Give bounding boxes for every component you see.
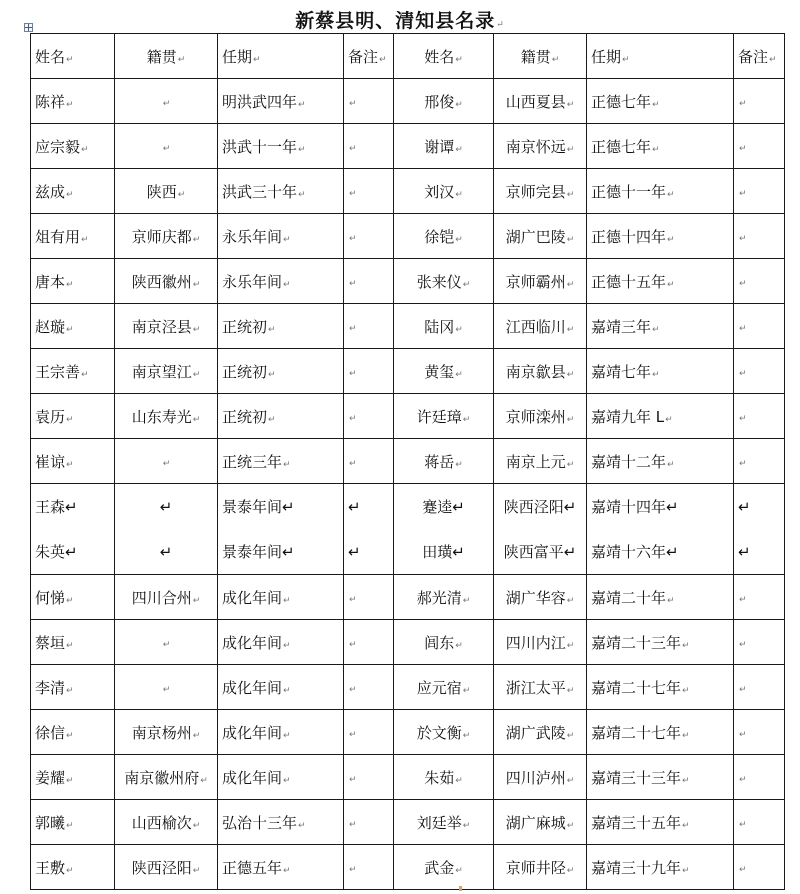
origin-cell-2: 四川泸州↵ bbox=[494, 755, 587, 800]
table-row bbox=[31, 845, 785, 890]
table-row bbox=[31, 665, 785, 710]
header-note: 备注↵ bbox=[344, 34, 394, 79]
note-cell-2: ↵ bbox=[734, 259, 785, 304]
name-cell: 徐信↵ bbox=[31, 710, 115, 755]
cell-line: 田璜↵ bbox=[422, 542, 465, 561]
term-cell: 正统三年↵ bbox=[218, 439, 344, 484]
origin-cell: 南京望江↵ bbox=[115, 349, 218, 394]
origin-cell: 南京徽州府↵ bbox=[115, 755, 218, 800]
note-cell-2: ↵ bbox=[734, 845, 785, 890]
origin-cell bbox=[115, 484, 218, 575]
name-cell: 崔谅↵ bbox=[31, 439, 115, 484]
term-cell: 弘治十三年↵ bbox=[218, 800, 344, 845]
note-cell: ↵ bbox=[344, 394, 394, 439]
header-row bbox=[31, 34, 785, 79]
term-cell: 成化年间↵ bbox=[218, 620, 344, 665]
origin-cell-2: 湖广巴陵↵ bbox=[494, 214, 587, 259]
origin-cell: 山东寿光↵ bbox=[115, 394, 218, 439]
note-cell bbox=[344, 484, 394, 575]
note-cell: ↵ bbox=[344, 800, 394, 845]
origin-cell: 陕西徽州↵ bbox=[115, 259, 218, 304]
name-cell: 姜耀↵ bbox=[31, 755, 115, 800]
cell-line: ↵ bbox=[738, 542, 751, 561]
table-row bbox=[31, 394, 785, 439]
name-cell-2: 邢俊↵ bbox=[394, 79, 494, 124]
name-cell-2: 陆冈↵ bbox=[394, 304, 494, 349]
note-cell-2: ↵ bbox=[734, 124, 785, 169]
origin-cell: 陕西泾阳↵ bbox=[115, 845, 218, 890]
note-cell: ↵ bbox=[344, 79, 394, 124]
origin-cell-2: 京师完县↵ bbox=[494, 169, 587, 214]
cell-line: ↵ bbox=[348, 542, 361, 561]
origin-cell: 南京杨州↵ bbox=[115, 710, 218, 755]
table-row-double bbox=[31, 484, 785, 575]
origin-cell: ↵ bbox=[115, 79, 218, 124]
name-cell: 王宗善↵ bbox=[31, 349, 115, 394]
note-cell: ↵ bbox=[344, 214, 394, 259]
note-cell-2: ↵ bbox=[734, 710, 785, 755]
note-cell-2: ↵ bbox=[734, 214, 785, 259]
name-cell: 俎有用↵ bbox=[31, 214, 115, 259]
origin-cell: ↵ bbox=[115, 124, 218, 169]
header-name: 姓名↵ bbox=[31, 34, 115, 79]
note-cell-2: ↵ bbox=[734, 439, 785, 484]
origin-cell: 京师庆都↵ bbox=[115, 214, 218, 259]
cell-line: ↵ bbox=[159, 497, 173, 516]
name-cell-2: 闾东↵ bbox=[394, 620, 494, 665]
cell-line: 朱英↵ bbox=[35, 542, 78, 561]
name-cell-2: 应元宿↵ bbox=[394, 665, 494, 710]
origin-cell-2: 湖广武陵↵ bbox=[494, 710, 587, 755]
table-row bbox=[31, 710, 785, 755]
note-cell-2 bbox=[734, 484, 785, 575]
note-cell-2: ↵ bbox=[734, 349, 785, 394]
term-cell-2: 正德七年↵ bbox=[587, 79, 734, 124]
note-cell-2: ↵ bbox=[734, 304, 785, 349]
table-row bbox=[31, 620, 785, 665]
name-cell-2: 於文衡↵ bbox=[394, 710, 494, 755]
name-cell-2: 刘汉↵ bbox=[394, 169, 494, 214]
name-cell-2: 谢谭↵ bbox=[394, 124, 494, 169]
anchor-mark bbox=[459, 886, 462, 891]
term-cell: 洪武三十年↵ bbox=[218, 169, 344, 214]
term-cell-2: 正德七年↵ bbox=[587, 124, 734, 169]
term-cell-2: 正德十一年↵ bbox=[587, 169, 734, 214]
table-row bbox=[31, 124, 785, 169]
cell-line: ↵ bbox=[348, 497, 361, 516]
name-cell bbox=[31, 484, 115, 575]
origin-cell-2: 山西夏县↵ bbox=[494, 79, 587, 124]
cell-line: 陕西富平↵ bbox=[503, 542, 577, 561]
note-cell: ↵ bbox=[344, 124, 394, 169]
name-cell: 李清↵ bbox=[31, 665, 115, 710]
note-cell: ↵ bbox=[344, 755, 394, 800]
name-cell-2: 武金↵ bbox=[394, 845, 494, 890]
magistrate-table bbox=[30, 33, 785, 890]
name-cell-2 bbox=[394, 484, 494, 575]
table-row bbox=[31, 214, 785, 259]
term-cell-2: 嘉靖三十三年↵ bbox=[587, 755, 734, 800]
name-cell-2: 刘廷举↵ bbox=[394, 800, 494, 845]
cell-line: 嘉靖十四年↵ bbox=[591, 497, 679, 516]
table-row bbox=[31, 259, 785, 304]
name-cell-2: 黄玺↵ bbox=[394, 349, 494, 394]
note-cell: ↵ bbox=[344, 665, 394, 710]
term-cell-2: 嘉靖七年↵ bbox=[587, 349, 734, 394]
origin-cell-2: 京师井陉↵ bbox=[494, 845, 587, 890]
name-cell: 应宗毅↵ bbox=[31, 124, 115, 169]
name-cell-2: 张来仪↵ bbox=[394, 259, 494, 304]
name-cell: 陈祥↵ bbox=[31, 79, 115, 124]
table-row bbox=[31, 800, 785, 845]
origin-cell-2: 四川内江↵ bbox=[494, 620, 587, 665]
term-cell-2: 嘉靖十二年↵ bbox=[587, 439, 734, 484]
header-term-2: 任期↵ bbox=[587, 34, 734, 79]
note-cell: ↵ bbox=[344, 349, 394, 394]
cell-line: ↵ bbox=[738, 497, 751, 516]
cell-line: 景泰年间↵ bbox=[222, 542, 295, 561]
origin-cell: ↵ bbox=[115, 439, 218, 484]
term-cell-2: 嘉靖三年↵ bbox=[587, 304, 734, 349]
note-cell: ↵ bbox=[344, 439, 394, 484]
name-cell: 唐本↵ bbox=[31, 259, 115, 304]
note-cell-2: ↵ bbox=[734, 394, 785, 439]
origin-cell: 陕西↵ bbox=[115, 169, 218, 214]
name-cell-2: 徐铠↵ bbox=[394, 214, 494, 259]
term-cell-2: 嘉靖二十七年↵ bbox=[587, 710, 734, 755]
origin-cell-2: 浙江太平↵ bbox=[494, 665, 587, 710]
term-cell-2: 嘉靖二十三年↵ bbox=[587, 620, 734, 665]
origin-cell-2: 京师滦州↵ bbox=[494, 394, 587, 439]
note-cell-2: ↵ bbox=[734, 575, 785, 620]
term-cell-2: 嘉靖三十五年↵ bbox=[587, 800, 734, 845]
header-origin-2: 籍贯↵ bbox=[494, 34, 587, 79]
cell-line: 嘉靖十六年↵ bbox=[591, 542, 679, 561]
term-cell: 正德五年↵ bbox=[218, 845, 344, 890]
origin-cell: 山西榆次↵ bbox=[115, 800, 218, 845]
origin-cell: ↵ bbox=[115, 665, 218, 710]
origin-cell: 四川合州↵ bbox=[115, 575, 218, 620]
term-cell: 永乐年间↵ bbox=[218, 214, 344, 259]
name-cell: 何悌↵ bbox=[31, 575, 115, 620]
origin-cell-2: 湖广麻城↵ bbox=[494, 800, 587, 845]
term-cell bbox=[218, 484, 344, 575]
table-row bbox=[31, 349, 785, 394]
note-cell: ↵ bbox=[344, 710, 394, 755]
term-cell-2 bbox=[587, 484, 734, 575]
cell-line: 陕西泾阳↵ bbox=[503, 497, 577, 516]
header-name-2: 姓名↵ bbox=[394, 34, 494, 79]
term-cell: 正统初↵ bbox=[218, 349, 344, 394]
name-cell-2: 郝光清↵ bbox=[394, 575, 494, 620]
origin-cell: 南京泾县↵ bbox=[115, 304, 218, 349]
table-body bbox=[31, 34, 785, 890]
cell-line: 蹇逵↵ bbox=[422, 497, 465, 516]
table-row bbox=[31, 169, 785, 214]
origin-cell-2: 南京歙县↵ bbox=[494, 349, 587, 394]
table-row bbox=[31, 304, 785, 349]
name-cell-2: 蒋岳↵ bbox=[394, 439, 494, 484]
page-title: 新蔡县明、清知县名录↵ bbox=[295, 10, 505, 32]
name-cell: 袁历↵ bbox=[31, 394, 115, 439]
note-cell-2: ↵ bbox=[734, 169, 785, 214]
cell-line: 景泰年间↵ bbox=[222, 497, 295, 516]
origin-cell-2: 湖广华容↵ bbox=[494, 575, 587, 620]
term-cell-2: 正德十四年↵ bbox=[587, 214, 734, 259]
cell-line: 王森↵ bbox=[35, 497, 78, 516]
header-note-2: 备注↵ bbox=[734, 34, 785, 79]
name-cell-2: 朱茹↵ bbox=[394, 755, 494, 800]
term-cell-2: 嘉靖二十七年↵ bbox=[587, 665, 734, 710]
header-origin: 籍贯↵ bbox=[115, 34, 218, 79]
cell-line: ↵ bbox=[159, 542, 173, 561]
term-cell: 成化年间↵ bbox=[218, 575, 344, 620]
term-cell: 成化年间↵ bbox=[218, 665, 344, 710]
term-cell-2: 嘉靖九年 L↵ bbox=[587, 394, 734, 439]
header-term: 任期↵ bbox=[218, 34, 344, 79]
name-cell: 赵璇↵ bbox=[31, 304, 115, 349]
note-cell-2: ↵ bbox=[734, 620, 785, 665]
term-cell-2: 正德十五年↵ bbox=[587, 259, 734, 304]
note-cell: ↵ bbox=[344, 169, 394, 214]
term-cell: 洪武十一年↵ bbox=[218, 124, 344, 169]
name-cell: 王敷↵ bbox=[31, 845, 115, 890]
origin-cell-2: 南京怀远↵ bbox=[494, 124, 587, 169]
note-cell-2: ↵ bbox=[734, 755, 785, 800]
table-row bbox=[31, 79, 785, 124]
name-cell-2: 许廷璋↵ bbox=[394, 394, 494, 439]
origin-cell-2: 南京上元↵ bbox=[494, 439, 587, 484]
note-cell: ↵ bbox=[344, 620, 394, 665]
term-cell-2: 嘉靖二十年↵ bbox=[587, 575, 734, 620]
origin-cell-2: 京师霸州↵ bbox=[494, 259, 587, 304]
note-cell-2: ↵ bbox=[734, 79, 785, 124]
table-row bbox=[31, 575, 785, 620]
note-cell: ↵ bbox=[344, 304, 394, 349]
table-row bbox=[31, 439, 785, 484]
origin-cell-2: 江西临川↵ bbox=[494, 304, 587, 349]
note-cell-2: ↵ bbox=[734, 665, 785, 710]
term-cell-2: 嘉靖三十九年↵ bbox=[587, 845, 734, 890]
term-cell: 成化年间↵ bbox=[218, 755, 344, 800]
name-cell: 兹成↵ bbox=[31, 169, 115, 214]
term-cell: 成化年间↵ bbox=[218, 710, 344, 755]
name-cell: 郭曦↵ bbox=[31, 800, 115, 845]
term-cell: 正统初↵ bbox=[218, 304, 344, 349]
note-cell-2: ↵ bbox=[734, 800, 785, 845]
origin-cell-2 bbox=[494, 484, 587, 575]
term-cell: 正统初↵ bbox=[218, 394, 344, 439]
origin-cell: ↵ bbox=[115, 620, 218, 665]
paragraph-mark-icon: ↵ bbox=[496, 20, 505, 30]
note-cell: ↵ bbox=[344, 845, 394, 890]
name-cell: 蔡垣↵ bbox=[31, 620, 115, 665]
table-row bbox=[31, 755, 785, 800]
term-cell: 明洪武四年↵ bbox=[218, 79, 344, 124]
note-cell: ↵ bbox=[344, 575, 394, 620]
note-cell: ↵ bbox=[344, 259, 394, 304]
term-cell: 永乐年间↵ bbox=[218, 259, 344, 304]
